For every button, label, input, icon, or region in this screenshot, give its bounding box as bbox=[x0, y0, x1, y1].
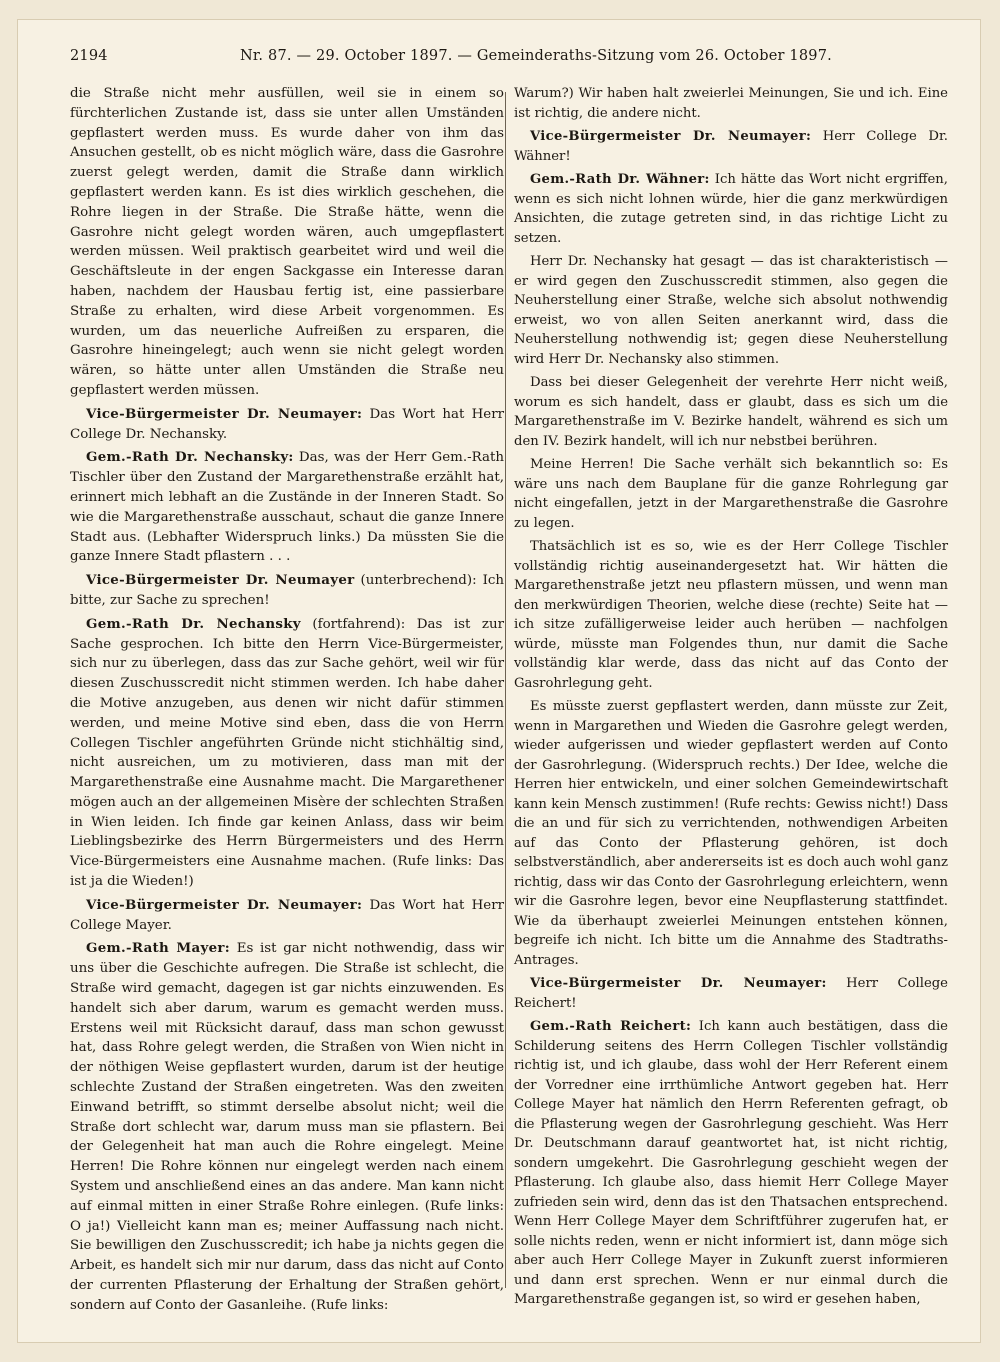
running-title: Nr. 87. — 29. October 1897. — Gemeinderaths-Sitzung vom 26. October 1897. bbox=[240, 48, 832, 64]
page-header bbox=[70, 44, 978, 72]
column-divider bbox=[505, 92, 506, 1288]
paragraph-text: Warum?) Wir haben halt zweierlei Meinungen, Sie und ich. Eine ist richtig, die andere nicht. bbox=[514, 86, 948, 121]
speaker-name: Vice-Bürgermeister Dr. Neumayer bbox=[86, 572, 355, 589]
page-number: 2194 bbox=[70, 48, 108, 64]
speech-paragraph bbox=[514, 974, 948, 1013]
paragraph-text: die Straße nicht mehr ausfüllen, weil sie in einem so fürchterlichen Zustande ist, dass sie unter allen Umständen gepflastert werden muss. Es wurde daher von ihm das Ansuchen gestellt, ob es nicht möglich wäre, dass die Gasrohre zuerst gelegt werden, damit die Straße dann wirklich gepflastert werden kann. Es ist dies wirklich geschehen, die Rohre liegen in der Straße. Die Straße hätte, wenn die Gasrohre nicht gelegt worden wären, auch umgepflastert werden müssen. Weil praktisch gearbeitet wird und weil die Geschäftsleute in der engen Sackgasse ein Interesse daran haben, nachdem der Hausbau fertig ist, eine passierbare Straße zu erhalten, wird diese Arbeit vorgenommen. Es wurden, um das neuerliche Aufreißen zu ersparen, die Gasrohre hineingelegt; auch wenn sie nicht gelegt worden wären, so hätte unter allen Umständen die Straße neu gepflastert werden müssen. bbox=[70, 86, 504, 398]
newspaper-page bbox=[18, 20, 980, 1342]
paragraph-text: Es müsste zuerst gepflastert werden, dann müsste zur Zeit, wenn in Margarethen und Wieden die Gasrohre gelegt werden, wieder aufgerissen und wieder gepflastert werden auf Conto der Gasrohrlegung. (Widerspruch rechts.) Der Idee, welche die Herren hier entwickeln, und einer solchen Gemeindewirtschaft kann kein Mensch zustimmen! (Rufe rechts: Gewiss nicht!) Dass die an und für sich zu verrichtenden, nothwendigen Arbeiten auf das Conto der Pflasterung gehören, ist doch selbstverständlich, aber andererseits ist es doch auch wohl ganz richtig, dass wir das Conto der Gasrohrlegung erleichtern, wenn wir die Gasrohre legen, bevor eine Neupflasterung stattfindet. Wie da überhaupt zweierlei Meinungen entstehen können, begreife ich nicht. Ich bitte um die Annahme des Stadtraths-Antrages. bbox=[514, 699, 948, 968]
paragraph-text: Herr Dr. Nechansky hat gesagt — das ist charakteristisch — er wird gegen den Zuschusscredit stimmen, also gegen die Neuherstellung einer Straße, welche sich absolut nothwendig erweist, wo von allen Seiten anerkannt wird, dass die Neuherstellung nothwendig ist; gegen diese Neuherstellung wird Herr Dr. Nechansky also stimmen. bbox=[514, 254, 948, 367]
speech-text: Das Wort hat Herr College Dr. Nechansky. bbox=[70, 406, 504, 442]
speaker-name: Gem.-Rath Dr. Nechansky: bbox=[86, 449, 294, 466]
paragraph bbox=[514, 537, 948, 693]
speech-text: Es ist gar nicht nothwendig, dass wir uns über die Geschichte aufregen. Die Straße ist schlecht, die Straße wird gemacht, dagegen ist gar nichts einzuwenden. Es handelt sich aber darum, warum es gemacht werden muss. Erstens weil mit Rücksicht darauf, dass man schon gewusst hat, dass Rohre gelegt werden, die Straßen von Wien nicht in der nöthigen Weise gepflastert wurden, darum ist der heutige schlechte Zustand der Straßen eingetreten. Was den zweiten Einwand betrifft, so stimmt derselbe absolut nicht; weil die Straße dort schlecht war, darum muss man sie pflastern. Bei der Gelegenheit hat man auch die Rohre eingelegt. Meine Herren! Die Rohre können nur eingelegt werden nach einem System und anschließend eines an das andere. Man kann nicht auf einmal mitten in einer Straße Rohre einlegen. (Rufe links: O ja!) Vielleicht kann man es; meiner Auffassung nach nicht. Sie bewilligen den Zuschusscredit; ich habe ja nichts gegen die Arbeit, es handelt sich mir nur darum, dass das nicht auf Conto der currenten Pflasterung der Erhaltung der Straßen gehört, sondern auf Conto der Gasanleihe. (Rufe links: bbox=[70, 941, 505, 1313]
paragraph bbox=[514, 84, 948, 123]
speaker-name: Gem.-Rath Dr. Nechansky bbox=[86, 615, 301, 632]
speech-paragraph bbox=[514, 127, 948, 166]
speech-text: Ich hätte das Wort nicht ergriffen, wenn es sich nicht lohnen würde, hier die ganz merkwürdigen Ansichten, die zutage getreten sind, in das richtige Licht zu setzen. bbox=[514, 172, 948, 246]
left-column bbox=[70, 84, 504, 1320]
paragraph bbox=[514, 455, 948, 533]
speech-text: (fortfahrend): Das ist zur Sache gesprochen. Ich bitte den Herrn Vice-Bürgermeister, sich nur zu überlegen, dass das zur Sache gehört, weil wir für diesen Zuschusscredit nicht stimmen werden. Ich habe daher die Motive anzugeben, aus denen wir nicht dafür stimmen werden, und meine Motive sind eben, dass die von Herrn Collegen Tischler angeführten Gründe nicht stichhältig sind, nicht ausreichen, um zu motivieren, dass man mit der Margarethenstraße eine Ausnahme macht. Die Margarethener mögen auch an der allgemeinen Misère der schlechten Straßen in Wien leiden. Ich finde gar keinen Anlass, dass wir beim Lieblingsbezirke des Herrn Bürgermeisters und des Herrn Vice-Bürgermeisters eine Ausnahme machen. (Rufe links: Das ist ja die Wieden!) bbox=[70, 616, 504, 890]
speaker-name: Vice-Bürgermeister Dr. Neumayer: bbox=[530, 976, 827, 991]
speaker-name: Gem.-Rath Mayer: bbox=[86, 940, 231, 957]
speech-text: Herr College Dr. Wähner! bbox=[514, 129, 948, 164]
speech-text: (unterbrechend): Ich bitte, zur Sache zu sprechen! bbox=[70, 573, 505, 608]
speaker-name: Vice-Bürgermeister Dr. Neumayer: bbox=[86, 896, 363, 913]
speech-paragraph bbox=[70, 571, 504, 611]
speech-paragraph bbox=[70, 448, 504, 567]
speaker-name: Gem.-Rath Reichert: bbox=[530, 1019, 692, 1034]
speech-paragraph bbox=[70, 939, 504, 1315]
paragraph bbox=[514, 697, 948, 970]
speech-paragraph bbox=[70, 896, 504, 936]
paragraph bbox=[70, 84, 504, 401]
speaker-name: Vice-Bürgermeister Dr. Neumayer: bbox=[530, 129, 812, 144]
paragraph-text: Dass bei dieser Gelegenheit der verehrte Herr nicht weiß, worum es sich handelt, dass er glaubt, dass es sich um die Margarethenstraße im V. Bezirke handelt, während es sich um den IV. Bezirk handelt, will ich nur nebstbei berühren. bbox=[514, 375, 948, 449]
speech-text: Das, was der Herr Gem.-Rath Tischler über den Zustand der Margarethenstraße erzählt hat, erinnert mich lebhaft an die Zustände in der Inneren Stadt. So wie die Margarethenstraße ausschaut, schaut die ganze Innere Stadt aus. (Lebhafter Widerspruch links.) Da müssten Sie die ganze Innere Stadt pflastern . . . bbox=[70, 450, 504, 565]
speech-text: Ich kann auch bestätigen, dass die Schilderung seitens des Herrn Collegen Tischler vollständig richtig ist, und ich glaube, dass wohl der Herr Referent einem der Vorredner eine irrthümliche Antwort gegeben hat. Herr College Mayer hat nämlich den Herrn Referenten gefragt, ob die Pflasterung wegen der Gasrohrlegung geschieht. Was Herr Dr. Deutschmann darauf geantwortet hat, ist nicht richtig, sondern umgekehrt. Die Gasrohrlegung geschieht wegen der Pflasterung. Ich glaube also, dass hiemit Herr College Mayer zufrieden sein wird, denn das ist den Thatsachen entsprechend. Wenn Herr College Mayer dem Schriftführer zugerufen hat, er solle nichts reden, wenn er nicht informiert ist, dann möge sich aber auch Herr College Mayer in Zukunft zuerst informieren und dann erst sprechen. Wenn er nur einmal durch die Margarethenstraße gegangen ist, so wird er gesehen haben, bbox=[514, 1019, 948, 1307]
paragraph bbox=[514, 252, 948, 369]
speaker-name: Gem.-Rath Dr. Wähner: bbox=[530, 172, 710, 187]
speech-paragraph bbox=[514, 170, 948, 248]
paragraph-text: Meine Herren! Die Sache verhält sich bekanntlich so: Es wäre uns nach dem Bauplane für die ganze Rohrlegung gar nicht eingefallen, jetzt in der Margarethenstraße die Gasrohre zu legen. bbox=[514, 457, 948, 531]
paragraph-text: Thatsächlich ist es so, wie es der Herr College Tischler vollständig richtig auseinandergesetzt hat. Wir hätten die Margarethenstraße jetzt neu pflastern müssen, und wenn man den merkwürdigen Theorien, welche diese (rechte) Seite hat — ich sitze zufälligerweise leider auch herüben — nachfolgen würde, müsste man Folgendes thun, nur damit die Sache vollständig klar werde, dass das nicht auf das Conto der Gasrohrlegung geht. bbox=[514, 539, 948, 691]
speech-paragraph bbox=[70, 405, 504, 445]
speech-paragraph bbox=[514, 1017, 948, 1310]
speech-text: Herr College Reichert! bbox=[514, 976, 948, 1011]
speech-text: Das Wort hat Herr College Mayer. bbox=[70, 897, 504, 933]
right-column bbox=[514, 84, 948, 1314]
speech-paragraph bbox=[70, 615, 504, 892]
speaker-name: Vice-Bürgermeister Dr. Neumayer: bbox=[86, 405, 363, 422]
paragraph bbox=[514, 373, 948, 451]
